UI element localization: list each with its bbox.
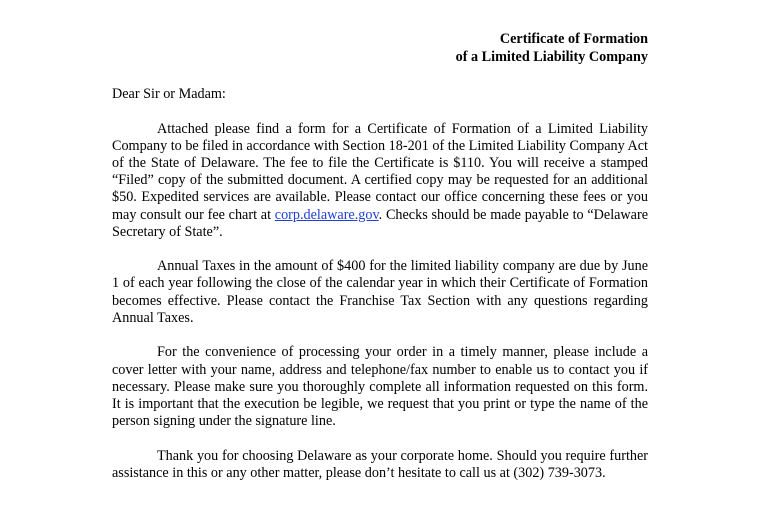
paragraph-filing-fees-text: Attached please find a form for a Certificate of Formation of a Limited Liability Company to be filed in accordance with Section 18-201 of the Limited Liability Company Act of the State of Delaware. The fee to file the Certificate is $110. You will receive a stamped “Filed” copy of the submitted document. A certified copy may be requested for an additional $50. Expedited services are available. Please contact our office concerning these fees or you may consult our fee chart at: [112, 120, 648, 223]
title-line-2: of a Limited Liability Company: [455, 49, 648, 65]
paragraph-processing: For the convenience of processing your order in a timely manner, please include a cover letter with your name, address and telephone/fax number to enable us to contact you if necessary. Please make sure you thoroughly complete all information requested on this form. It is important that the execution be legible, we request that you print or type the name of the person signing under the signature line.: [112, 344, 648, 430]
paragraph-thank-you: Thank you for choosing Delaware as your corporate home. Should you require further assistance in this or any other matter, please don’t hesitate to call us at (302) 739-3073.: [112, 447, 648, 481]
corp-delaware-link[interactable]: corp.delaware.gov: [274, 206, 379, 223]
document-page: [112, 30, 648, 482]
paragraph-annual-taxes: Annual Taxes in the amount of $400 for the limited liability company are due by June 1 of each year following the close of the calendar year in which their Certificate of Formation becomes effective. Please contact the Franchise Tax Section with any questions regarding Annual Taxes.: [112, 258, 648, 326]
title-line-1: Certificate of Formation: [499, 31, 648, 47]
paragraph-filing-fees: [112, 121, 648, 241]
paragraph-filing-fees-tail: . Checks should be made payable to “Delaware Secretary of State”.: [112, 206, 648, 240]
document-header: [112, 30, 648, 66]
salutation: Dear Sir or Madam:: [112, 86, 226, 102]
